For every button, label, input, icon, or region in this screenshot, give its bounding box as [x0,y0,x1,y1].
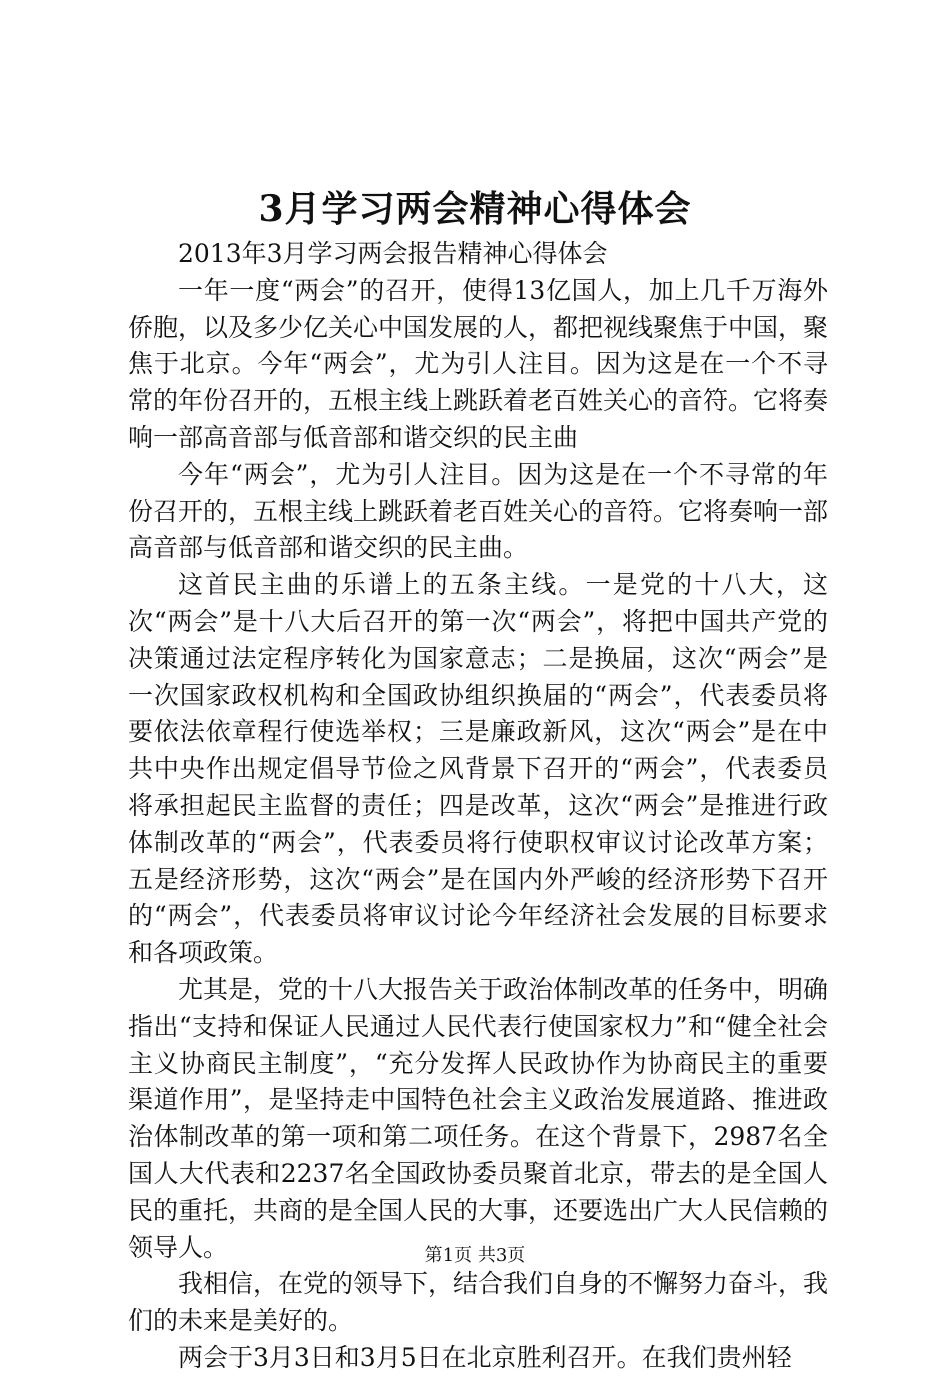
paragraph: 两会于3月3日和3月5日在北京胜利召开。在我们贵州轻 [178,1342,792,1372]
paragraph-subtitle: 2013年3月学习两会报告精神心得体会 [178,239,608,268]
document-body [128,236,828,1377]
paragraph: 我相信，在党的领导下，结合我们自身的不懈努力奋斗，我们的未来是美好的。 [128,1269,829,1336]
document-title: 3月学习两会精神心得体会 [258,188,692,230]
paragraph: 今年“两会”，尤为引人注目。因为这是在一个不寻常的年份召开的，五根主线上跳跃着老百姓关心的音符。它将奏响一部高音部与低音部和谐交织的民主曲。 [128,459,829,563]
paragraph: 一年一度“两会”的召开，使得13亿国人，加上几千万海外侨胞，以及多少亿关心中国发展的人，都把视线聚焦于中国，聚焦于北京。今年“两会”，尤为引人注目。因为这是在一个不寻常的年份召开的，五根主线上跳跃着老百姓关心的音符。它将奏响一部高音部与低音部和谐交织的民主曲 [128,275,829,452]
paragraph: 这首民主曲的乐谱上的五条主线。一是党的十八大，这次“两会”是十八大后召开的第一次“两会”，将把中国共产党的决策通过法定程序转化为国家意志；二是换届，这次“两会”是一次国家政权机构和全国政协组织换届的“两会”，代表委员将要依法依章程行使选举权；三是廉政新风，这次“两会”是在中共中央作出规定倡导节俭之风背景下召开的“两会”，代表委员将承担起民主监督的责任；四是改革，这次“两会”是推进行政体制改革的“两会”，代表委员将行使职权审议讨论改革方案；五是经济形势，这次“两会”是在国内外严峻的经济形势下召开的“两会”，代表委员将审议讨论今年经济社会发展的目标要求和各项政策。 [128,570,828,968]
paragraph: 尤其是，党的十八大报告关于政治体制改革的任务中，明确指出“支持和保证人民通过人民代表行使国家权力”和“健全社会主义协商民主制度”，“充分发挥人民政协作为协商民主的重要渠道作用”，是坚持走中国特色社会主义政治发展道路、推进政治体制改革的第一项和第二项任务。在这个背景下，2987名全国人大代表和2237名全国政协委员聚首北京，带去的是全国人民的重托，共商的是全国人民的大事，还要选出广大人民信赖的领导人。 [128,974,829,1262]
page-number-footer: 第1页 共3页 [424,1245,526,1266]
